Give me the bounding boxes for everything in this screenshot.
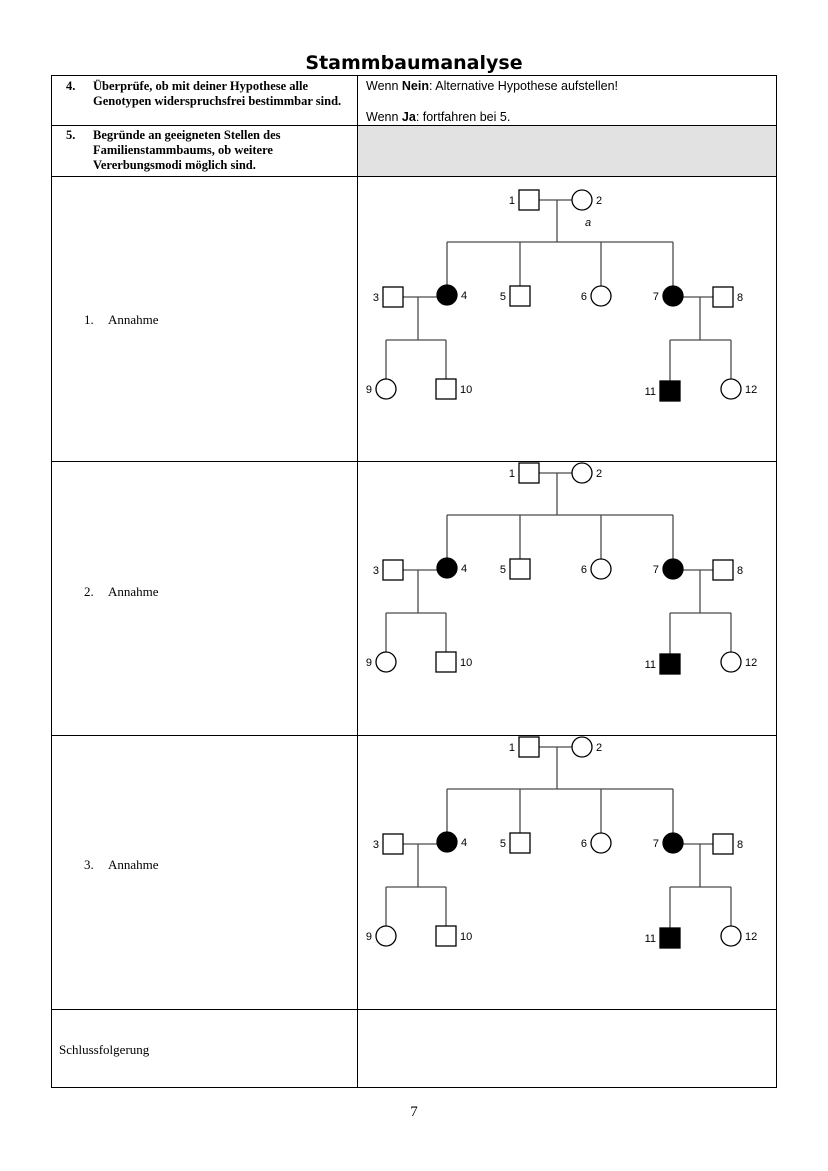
individual-label-6: 6 bbox=[580, 564, 587, 576]
male-symbol-3 bbox=[383, 560, 403, 580]
page-number: 7 bbox=[410, 1104, 418, 1120]
female-symbol-2 bbox=[572, 737, 592, 757]
individual-label-7: 7 bbox=[652, 564, 659, 576]
female-symbol-12 bbox=[721, 379, 741, 399]
note-keyword: Nein bbox=[401, 79, 429, 93]
male-symbol-10 bbox=[436, 652, 456, 672]
individual-label-4: 4 bbox=[461, 837, 468, 849]
individual-label-3: 3 bbox=[372, 565, 379, 577]
assumption-3-label: 3. Annahme bbox=[84, 857, 159, 872]
female-symbol-6 bbox=[591, 286, 611, 306]
step-number: 4. bbox=[66, 79, 76, 93]
note-ja: Wenn Ja: fortfahren bei 5. bbox=[366, 110, 511, 124]
page-title: Stammbaumanalyse bbox=[305, 52, 523, 74]
female-symbol-4 bbox=[437, 285, 457, 305]
individual-label-12: 12 bbox=[745, 657, 758, 669]
step-text: Begründe an geeigneten Stellen des Familienstammbaums, ob weitere Vererbungsmodi möglich sind. bbox=[93, 128, 281, 172]
male-symbol-10 bbox=[436, 379, 456, 399]
female-symbol-9 bbox=[376, 926, 396, 946]
individual-label-3: 3 bbox=[372, 292, 379, 304]
male-symbol-8 bbox=[713, 287, 733, 307]
male-symbol-5 bbox=[510, 833, 530, 853]
individual-label-9: 9 bbox=[365, 384, 372, 396]
male-symbol-1 bbox=[519, 737, 539, 757]
individual-label-11: 11 bbox=[644, 659, 656, 671]
female-symbol-4 bbox=[437, 832, 457, 852]
individual-label-5: 5 bbox=[499, 838, 506, 850]
individual-label-11: 11 bbox=[644, 933, 656, 945]
individual-label-10: 10 bbox=[460, 657, 473, 669]
female-symbol-12 bbox=[721, 926, 741, 946]
female-symbol-7 bbox=[663, 286, 683, 306]
individual-label-4: 4 bbox=[461, 563, 468, 575]
conclusion-label: Schlussfolgerung bbox=[59, 1042, 150, 1057]
female-symbol-6 bbox=[591, 559, 611, 579]
male-symbol-3 bbox=[383, 834, 403, 854]
handwritten-mark: a bbox=[585, 217, 592, 229]
male-symbol-8 bbox=[713, 834, 733, 854]
individual-label-8: 8 bbox=[737, 565, 744, 577]
individual-label-5: 5 bbox=[499, 291, 506, 303]
individual-label-11: 11 bbox=[644, 386, 656, 398]
individual-label-12: 12 bbox=[745, 931, 758, 943]
individual-label-7: 7 bbox=[652, 291, 659, 303]
step-text: Überprüfe, ob mit deiner Hypothese alle Genotypen widerspruchsfrei bestimmbar sind. bbox=[93, 79, 342, 108]
note-nein: Wenn Nein: Alternative Hypothese aufstellen! bbox=[366, 79, 619, 93]
female-symbol-9 bbox=[376, 379, 396, 399]
individual-label-1: 1 bbox=[508, 468, 515, 480]
individual-label-5: 5 bbox=[499, 564, 506, 576]
individual-label-10: 10 bbox=[460, 931, 473, 943]
individual-label-8: 8 bbox=[737, 292, 744, 304]
individual-label-6: 6 bbox=[580, 291, 587, 303]
female-symbol-6 bbox=[591, 833, 611, 853]
male-symbol-8 bbox=[713, 560, 733, 580]
male-symbol-5 bbox=[510, 559, 530, 579]
individual-label-4: 4 bbox=[461, 290, 468, 302]
assumption-1-label: 1. Annahme bbox=[84, 312, 159, 327]
individual-label-9: 9 bbox=[365, 931, 372, 943]
male-symbol-5 bbox=[510, 286, 530, 306]
female-symbol-2 bbox=[572, 190, 592, 210]
female-symbol-4 bbox=[437, 558, 457, 578]
individual-label-1: 1 bbox=[508, 742, 515, 754]
male-symbol-1 bbox=[519, 463, 539, 483]
individual-label-8: 8 bbox=[737, 839, 744, 851]
individual-label-7: 7 bbox=[652, 838, 659, 850]
individual-label-2: 2 bbox=[596, 195, 603, 207]
assumption-2-label: 2. Annahme bbox=[84, 584, 159, 599]
female-symbol-7 bbox=[663, 559, 683, 579]
individual-label-2: 2 bbox=[596, 468, 603, 480]
individual-label-9: 9 bbox=[365, 657, 372, 669]
individual-label-10: 10 bbox=[460, 384, 473, 396]
male-symbol-10 bbox=[436, 926, 456, 946]
individual-label-1: 1 bbox=[508, 195, 515, 207]
male-symbol-1 bbox=[519, 190, 539, 210]
male-symbol-11 bbox=[660, 381, 680, 401]
female-symbol-7 bbox=[663, 833, 683, 853]
note-keyword: Ja bbox=[401, 110, 416, 124]
individual-label-12: 12 bbox=[745, 384, 758, 396]
male-symbol-11 bbox=[660, 654, 680, 674]
male-symbol-11 bbox=[660, 928, 680, 948]
female-symbol-12 bbox=[721, 652, 741, 672]
individual-label-6: 6 bbox=[580, 838, 587, 850]
female-symbol-2 bbox=[572, 463, 592, 483]
step-number: 5. bbox=[66, 128, 76, 142]
individual-label-2: 2 bbox=[596, 742, 603, 754]
female-symbol-9 bbox=[376, 652, 396, 672]
male-symbol-3 bbox=[383, 287, 403, 307]
individual-label-3: 3 bbox=[372, 839, 379, 851]
